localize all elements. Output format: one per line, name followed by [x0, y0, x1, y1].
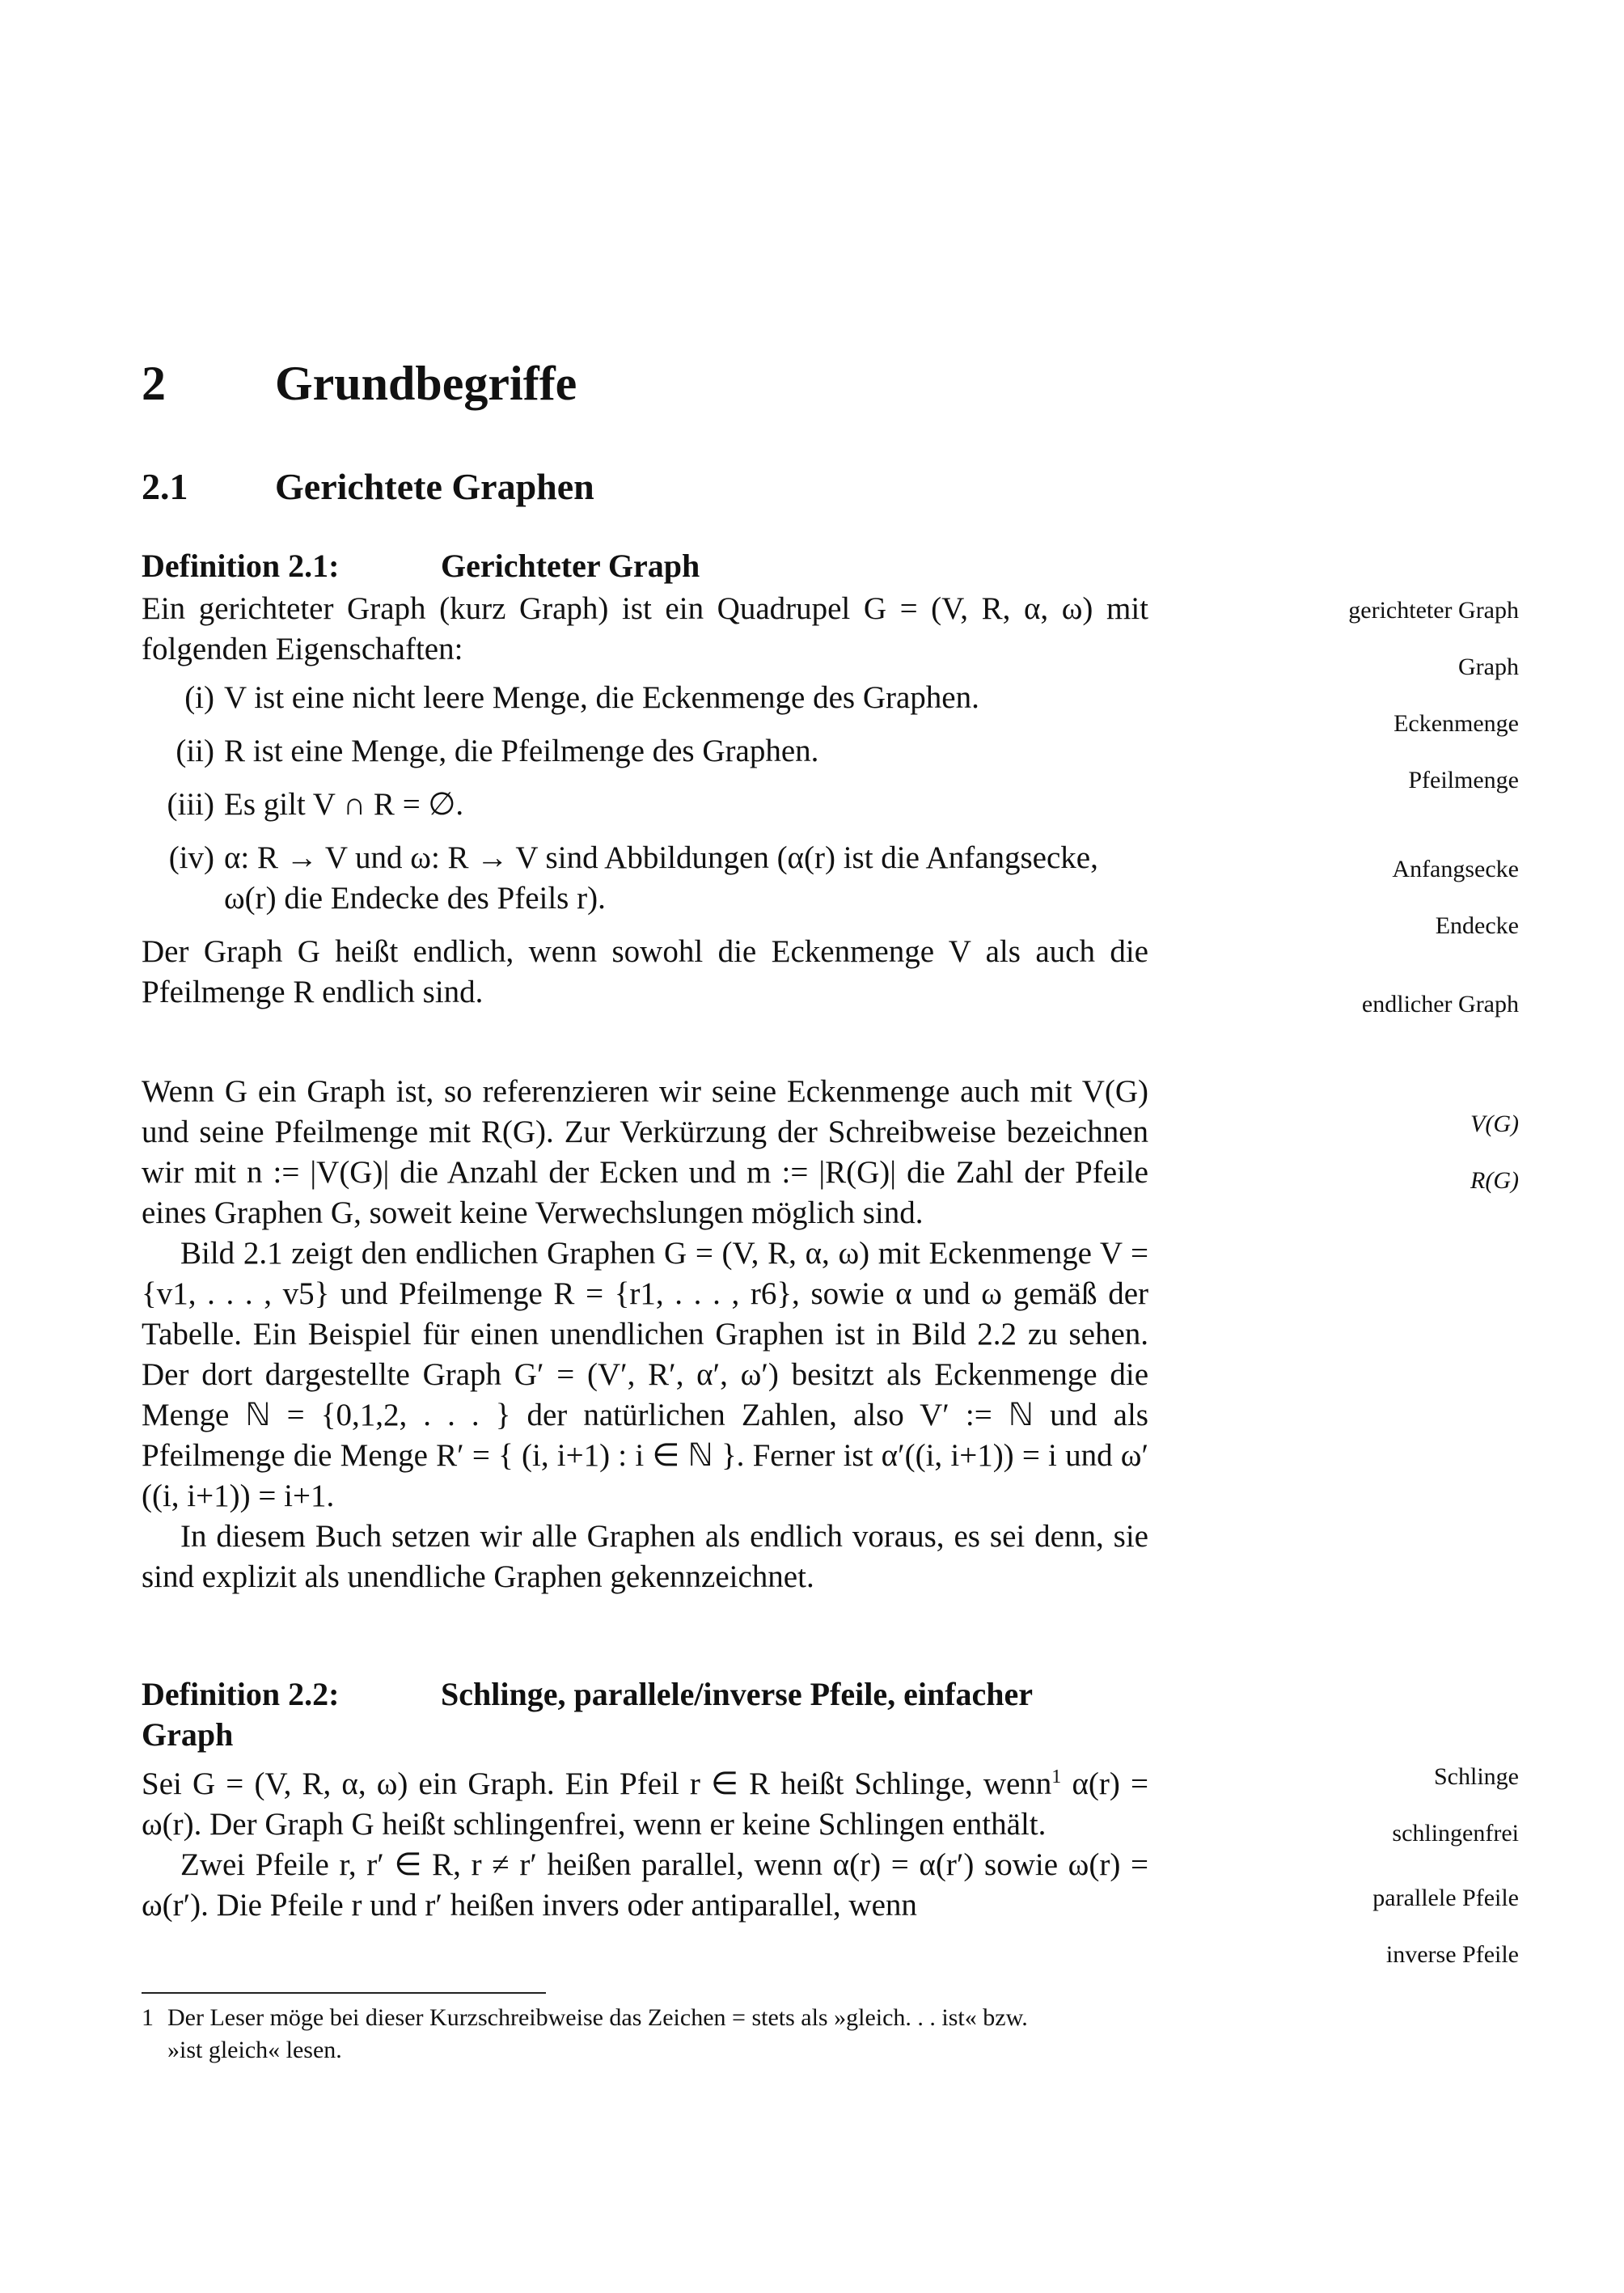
margin-note: R(G): [1470, 1167, 1519, 1194]
item-label: (iv): [168, 840, 214, 875]
chapter-title: Grundbegriffe: [275, 357, 577, 410]
list-item: [142, 678, 1148, 718]
footnote-text-cont: »ist gleich« lesen.: [167, 2037, 342, 2063]
item-label: (iii): [167, 787, 214, 822]
definition-label: Definition 2.1:: [142, 548, 340, 584]
definition-label: Definition 2.2:: [142, 1676, 340, 1712]
margin-note: V(G): [1470, 1111, 1519, 1137]
property-list: [142, 678, 1148, 919]
item-text: R ist eine Menge, die Pfeilmenge des Graphen.: [224, 734, 819, 768]
footnote-divider: [142, 1992, 546, 1994]
section-title: Gerichtete Graphen: [275, 466, 594, 507]
running-text: [142, 1072, 1148, 1597]
definition-title: Gerichteter Graph: [441, 548, 700, 584]
margin-note: endlicher Graph: [1361, 991, 1519, 1017]
item-label: (i): [184, 680, 214, 715]
list-item: [142, 785, 1148, 825]
footnote-number: 1: [142, 2004, 154, 2031]
paragraph: Zwei Pfeile r, r′ ∈ R, r ≠ r′ heißen parallel, wenn α(r) = α(r′) sowie ω(r) = ω(r′). Die Pfeile r und r′ heißen invers oder antiparallel, wenn: [142, 1847, 1148, 1923]
item-text: Es gilt V ∩ R = ∅.: [224, 787, 464, 822]
definition-closing: Der Graph G heißt endlich, wenn sowohl die Eckenmenge V als auch die Pfeilmenge R endlich sind.: [142, 934, 1148, 1009]
list-item: [142, 838, 1148, 919]
definition-intro: Ein gerichteter Graph (kurz Graph) ist ein Quadrupel G = (V, R, α, ω) mit folgenden Eigenschaften:: [142, 591, 1148, 666]
margin-note: Endecke: [1435, 912, 1519, 939]
paragraph: Bild 2.1 zeigt den endlichen Graphen G = (V, R, α, ω) mit Eckenmenge V = {v1, . . . , v5} und Pfeilmenge R = {r1, . . . , r6}, sowie α und ω gemäß der Tabelle. Ein Beispiel für einen unendlichen Graphen ist in Bild 2.2 zu sehen. Der dort dargestellte Graph G′ = (V′, R′, α′, ω′) besitzt als Eckenmenge die Menge ℕ = {0,1,2, . . . } der natürlichen Zahlen, also V′ := ℕ und als Pfeilmenge die Menge R′ = { (i, i+1) : i ∈ ℕ }. Ferner ist α′((i, i+1)) = i und ω′((i, i+1)) = i+1.: [142, 1236, 1148, 1513]
item-text: α: R → V und ω: R → V sind Abbildungen (α(r) ist die Anfangsecke, ω(r) die Endecke des Pfeils r).: [224, 840, 1098, 916]
list-item: [142, 731, 1148, 772]
paragraph-text: Sei G = (V, R, α, ω) ein Graph. Ein Pfeil r ∈ R heißt Schlinge, wenn: [142, 1766, 1052, 1801]
margin-note: Schlinge: [1434, 1763, 1519, 1790]
section-heading: [142, 465, 594, 508]
paragraph: In diesem Buch setzen wir alle Graphen als endlich voraus, es sei denn, sie sind explizit als unendliche Graphen gekennzeichnet.: [142, 1519, 1148, 1594]
footnote: [142, 2002, 1148, 2067]
definition-title: Schlinge, parallele/inverse Pfeile, einfacher: [441, 1676, 1034, 1712]
margin-note: Pfeilmenge: [1408, 767, 1519, 793]
chapter-heading: [142, 356, 577, 412]
item-text: V ist eine nicht leere Menge, die Eckenmenge des Graphen.: [224, 680, 979, 715]
margin-note: inverse Pfeile: [1385, 1941, 1519, 1968]
paragraph-text: α(r) = ω(r). Der Graph G heißt schlingenfrei, wenn er keine Schlingen enthält.: [142, 1766, 1148, 1842]
definition-body: [142, 1757, 1148, 1926]
margin-note: Eckenmenge: [1394, 710, 1519, 737]
definition-title-cont: Graph: [142, 1716, 234, 1753]
margin-note: Graph: [1458, 654, 1519, 680]
margin-note: schlingenfrei: [1392, 1820, 1519, 1847]
item-label: (ii): [176, 734, 214, 768]
margin-note: Anfangsecke: [1392, 856, 1519, 882]
chapter-number: 2: [142, 357, 166, 410]
definition-body: [142, 589, 1148, 1013]
definition-heading: [142, 546, 700, 586]
paragraph: [142, 1757, 1148, 1845]
margin-note: gerichteter Graph: [1348, 597, 1519, 624]
footnote-ref[interactable]: 1: [1051, 1766, 1062, 1787]
footnote-text: Der Leser möge bei dieser Kurzschreibweise das Zeichen = stets als »gleich. . . ist« bzw.: [167, 2004, 1028, 2031]
paragraph: Wenn G ein Graph ist, so referenzieren wir seine Eckenmenge auch mit V(G) und seine Pfeilmenge mit R(G). Zur Verkürzung der Schreibweise bezeichnen wir mit n := |V(G)| die Anzahl der Ecken und m := |R(G)| die Zahl der Pfeile eines Graphen G, soweit keine Verwechslungen möglich sind.: [142, 1074, 1148, 1230]
margin-note: parallele Pfeile: [1372, 1885, 1519, 1911]
definition-heading: [142, 1674, 1148, 1755]
section-number: 2.1: [142, 466, 188, 507]
